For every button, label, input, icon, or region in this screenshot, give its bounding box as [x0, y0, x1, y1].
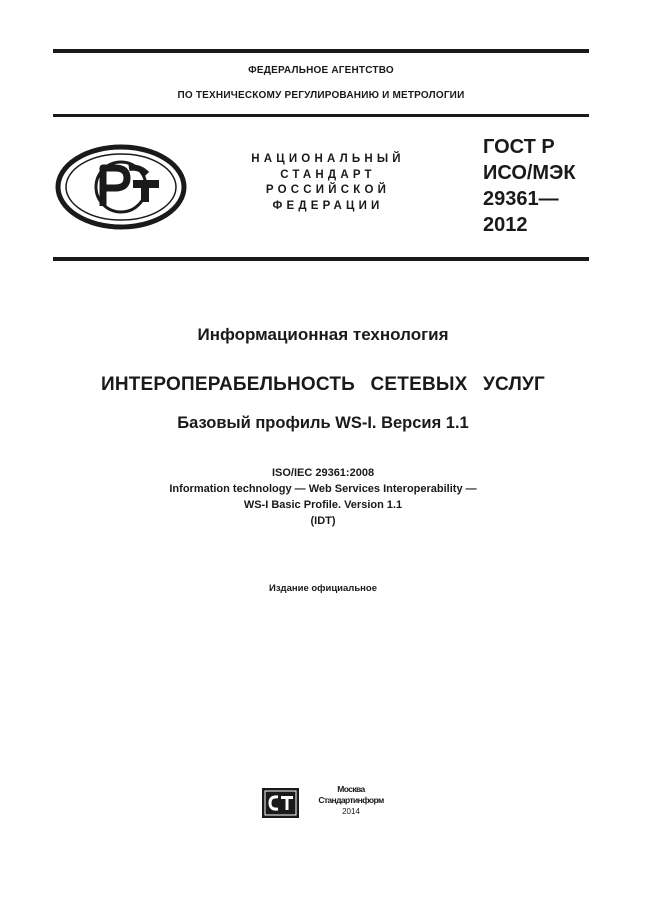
- iso-reference: [0, 465, 646, 529]
- publisher-name: Стандартинформ: [318, 795, 384, 805]
- designation-line: 2012: [483, 214, 528, 236]
- national-line: ФЕДЕРАЦИИ: [272, 199, 384, 212]
- iso-idt: (IDT): [310, 515, 336, 527]
- designation-line: ГОСТ Р: [483, 136, 555, 158]
- document-subtitle: Базовый профиль WS-I. Версия 1.1: [177, 414, 469, 432]
- agency-line-2: ПО ТЕХНИЧЕСКОМУ РЕГУЛИРОВАНИЮ И МЕТРОЛОГИИ: [177, 90, 465, 101]
- top-rule: [53, 49, 589, 53]
- document-title: ИНТЕРОПЕРАБЕЛЬНОСТЬ СЕТЕВЫХ УСЛУГ: [100, 374, 546, 395]
- national-line: СТАНДАРТ: [280, 168, 376, 181]
- iso-title-line-1: Information technology — Web Services Interoperability —: [169, 483, 477, 495]
- national-line: НАЦИОНАЛЬНЫЙ: [251, 153, 405, 165]
- header-rule: [53, 114, 589, 117]
- national-line: РОССИЙСКОЙ: [265, 184, 391, 196]
- designation-line: ИСО/МЭК: [483, 162, 576, 184]
- agency-line-1: ФЕДЕРАЛЬНОЕ АГЕНТСТВО: [248, 65, 394, 76]
- publisher-info: [306, 784, 396, 817]
- rst-certification-logo-icon: [55, 144, 187, 230]
- edition-label: Издание официальное: [269, 583, 377, 594]
- standard-block-rule: [53, 257, 589, 261]
- standard-designation: [483, 134, 576, 238]
- standartinform-logo-icon: [262, 788, 299, 818]
- iso-title-line-2: WS-I Basic Profile. Version 1.1: [243, 499, 403, 511]
- national-standard-label: [228, 152, 428, 214]
- iso-code: ISO/IEC 29361:2008: [271, 467, 375, 479]
- designation-line: 29361—: [483, 188, 559, 210]
- document-subject: Информационная технология: [197, 325, 449, 344]
- publication-year: 2014: [342, 807, 360, 816]
- publisher-city: Москва: [337, 784, 365, 794]
